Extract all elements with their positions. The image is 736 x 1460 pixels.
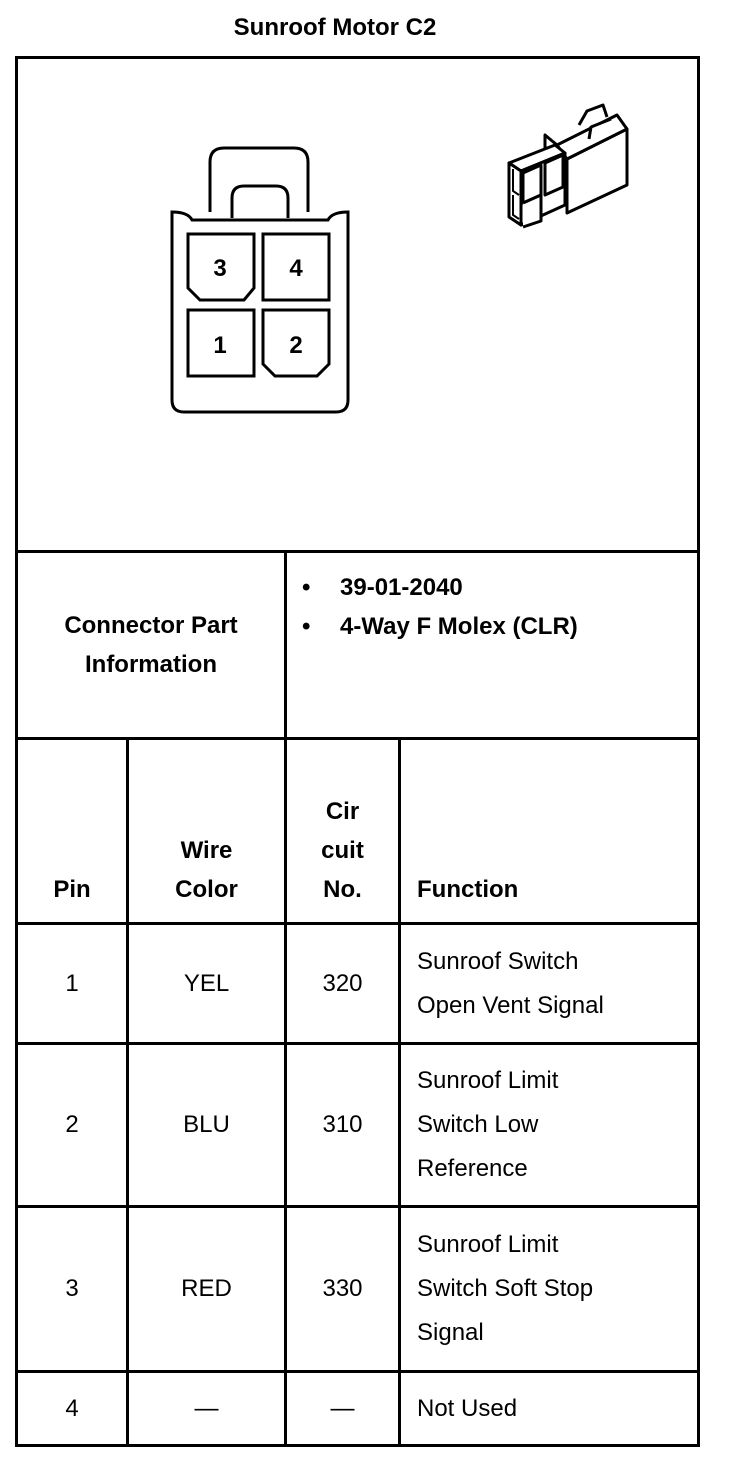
function-cell: Sunroof Switch Open Vent Signal: [417, 947, 604, 1019]
connector-isometric-illustration: [495, 95, 645, 230]
circuit-cell: 330: [322, 1275, 363, 1302]
cavity-label: 4: [289, 255, 303, 282]
header-pin: Pin: [53, 876, 91, 903]
circuit-cell: 320: [322, 969, 363, 997]
part-info-list: [302, 568, 578, 646]
wire-color-cell: BLU: [183, 1111, 230, 1138]
circuit-cell: 310: [322, 1111, 363, 1138]
pin-cell: 2: [65, 1111, 79, 1138]
circuit-cell: —: [330, 1394, 355, 1422]
function-cell: Not Used: [417, 1394, 518, 1422]
wire-color-cell: —: [194, 1394, 219, 1422]
function-cell: Sunroof Limit Switch Soft Stop Signal: [417, 1231, 594, 1346]
list-item: • 39-01-2040: [302, 574, 463, 601]
wire-color-cell: RED: [181, 1275, 232, 1302]
cavity-label: 2: [289, 332, 303, 359]
header-wire-color: Wire Color: [175, 837, 238, 903]
connector-face-diagram: [160, 140, 360, 420]
pin-cell: 3: [65, 1275, 79, 1302]
wire-color-cell: YEL: [183, 969, 230, 997]
header-circuit-no: Cir cuit No.: [321, 798, 364, 903]
header-function: Function: [417, 876, 519, 903]
pin-cell: 1: [65, 969, 79, 997]
function-cell: Sunroof Limit Switch Low Reference: [417, 1067, 559, 1182]
cavity-label: 1: [213, 332, 227, 359]
pin-cell: 4: [65, 1394, 79, 1422]
list-item: • 4-Way F Molex (CLR): [302, 613, 578, 640]
cavity-label: 3: [213, 255, 227, 282]
part-info-label: Connector Part Information: [64, 612, 238, 678]
page-title: Sunroof Motor C2: [233, 14, 437, 41]
